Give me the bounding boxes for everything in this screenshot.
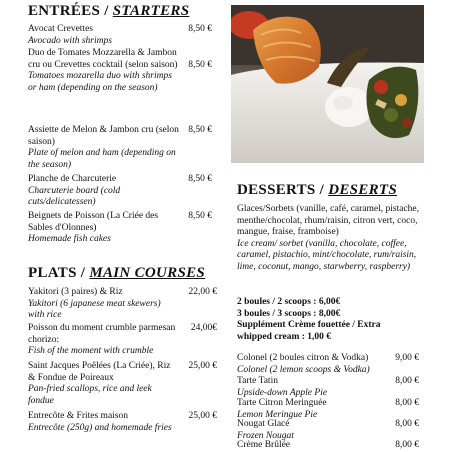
item-name-fr: Avocat Crevettes — [28, 24, 93, 34]
item-price: 9,00 € — [395, 353, 419, 363]
dessert-item — [237, 353, 397, 376]
item-price: 8,00 € — [395, 398, 419, 408]
item-name-en: Upside-down Apple Pie — [237, 387, 328, 398]
item-price: 22,00 € — [188, 287, 217, 297]
mains-title-en: MAIN COURSES — [89, 265, 206, 281]
item-name-fr: Colonel (2 boules citron & Vodka) — [237, 353, 369, 363]
item-name-fr: Tarte Citron Meringuée — [237, 398, 327, 408]
desserts-title-fr: DESSERTS — [237, 182, 316, 198]
heading-separator: / — [319, 182, 325, 198]
item-price: 8,50 € — [188, 60, 212, 70]
dessert-item — [237, 398, 377, 421]
item-name-en: Tomatoes mozarella duo with shrimps or ham (depending on the season) — [28, 71, 172, 93]
desserts-title-en: DESERTS — [328, 182, 397, 198]
item-price: 8,50 € — [188, 125, 212, 135]
item-name-en: Yakitori (6 japanese meat skewers) with rice — [28, 298, 161, 321]
item-price: 8,50 € — [188, 24, 212, 34]
dessert-item — [237, 376, 377, 399]
starter-item — [28, 174, 168, 209]
dish-photo-illustration — [231, 5, 424, 163]
item-name-fr: Saint Jacques Poêlées (La Criée), Riz & Fondue de Poireaux — [28, 361, 171, 383]
dish-photo — [231, 5, 424, 163]
starters-heading — [28, 3, 189, 20]
starter-item — [28, 125, 180, 171]
main-course-item — [28, 411, 178, 434]
ice-cream-en: Ice cream/ sorbet (vanilla, chocolate, coffee, caramel, pistachio, mint/chocolate, rum/raisin, lime, coconut, mango, starwberry, raspberry) — [237, 238, 417, 272]
item-name-fr: Tarte Tatin — [237, 376, 278, 386]
ice-cream-fr: Glaces/Sorbets (vanille, café, caramel, pistache, menthe/chocolat, rhum/raisin, citron vert, coco, mangue, fraise, framboise) — [237, 204, 419, 238]
item-name-en: Pan-fried scallops, rice and leek fondue — [28, 384, 152, 406]
item-price: 8,50 € — [188, 174, 212, 184]
main-course-item — [28, 361, 178, 407]
item-name-fr: Nougat Glacé — [237, 419, 290, 429]
ice-cream-description — [237, 204, 425, 274]
starter-item — [28, 48, 180, 94]
item-name-fr: Planche de Charcuterie — [28, 174, 117, 184]
item-name-en: Avocado with shrimps — [28, 35, 112, 46]
item-price: 8,00 € — [395, 440, 419, 450]
desserts-heading — [237, 182, 397, 199]
item-name-en: Plate of melon and ham (depending on the season) — [28, 148, 176, 170]
item-name-fr: Poisson du moment crumble parmesan chorizo: — [28, 323, 176, 345]
item-price: 8,00 € — [395, 419, 419, 429]
mains-title-fr: PLATS — [28, 265, 77, 281]
item-price: 25,00 € — [188, 361, 217, 371]
item-name-fr: Entrecôte & Frites maison — [28, 411, 128, 421]
item-name-fr: Assiette de Melon & Jambon cru (selon saison) — [28, 125, 179, 147]
item-name-fr: Crème Brûlée — [237, 440, 291, 450]
item-name-en: Lemon Meringue Pie — [237, 409, 318, 420]
item-name-en: Homemade fish cakes — [28, 234, 111, 245]
main-courses-heading — [28, 265, 205, 282]
item-name-fr: Yakitori (3 paires) & Riz — [28, 287, 123, 297]
starters-title-en: STARTERS — [112, 3, 190, 19]
item-name-en: Frozen Nougat — [237, 430, 294, 441]
item-name-fr: Beignets de Poisson (La Criée des Sables d'Olonnes) — [28, 211, 159, 233]
main-course-item — [28, 287, 178, 322]
starter-item — [28, 24, 180, 47]
whipped-cream-supplement: Supplément Crème fouettée / Extra whipped cream : 1,00 € — [237, 320, 381, 342]
item-name-en: Entrecôte (250g) and homemade fries — [28, 422, 172, 433]
starter-item — [28, 211, 174, 246]
starters-title-fr: ENTRÉES — [28, 3, 101, 19]
item-name-en: Colonel (2 lemon scoops & Vodka) — [237, 364, 370, 375]
item-name-fr: Duo de Tomates Mozzarella & Jambon cru ou Crevettes cocktail (selon saison) — [28, 48, 178, 70]
main-course-item — [28, 323, 178, 358]
dessert-item — [237, 419, 377, 442]
heading-separator: / — [80, 265, 86, 281]
item-price: 8,00 € — [395, 376, 419, 386]
item-price: 8,50 € — [188, 211, 212, 221]
heading-separator: / — [104, 3, 109, 19]
item-price: 24,00€ — [190, 323, 217, 333]
item-price: 25,00 € — [188, 411, 217, 421]
scoops-two-price: 2 boules / 2 scoops : 6,00€ — [237, 297, 341, 307]
item-name-en: Fish of the moment with crumble — [28, 346, 154, 357]
scoops-three-price: 3 boules / 3 scoops : 8,00€ — [237, 309, 341, 319]
item-name-en: Charcuterie board (cold cuts/delicatessen) — [28, 185, 121, 208]
